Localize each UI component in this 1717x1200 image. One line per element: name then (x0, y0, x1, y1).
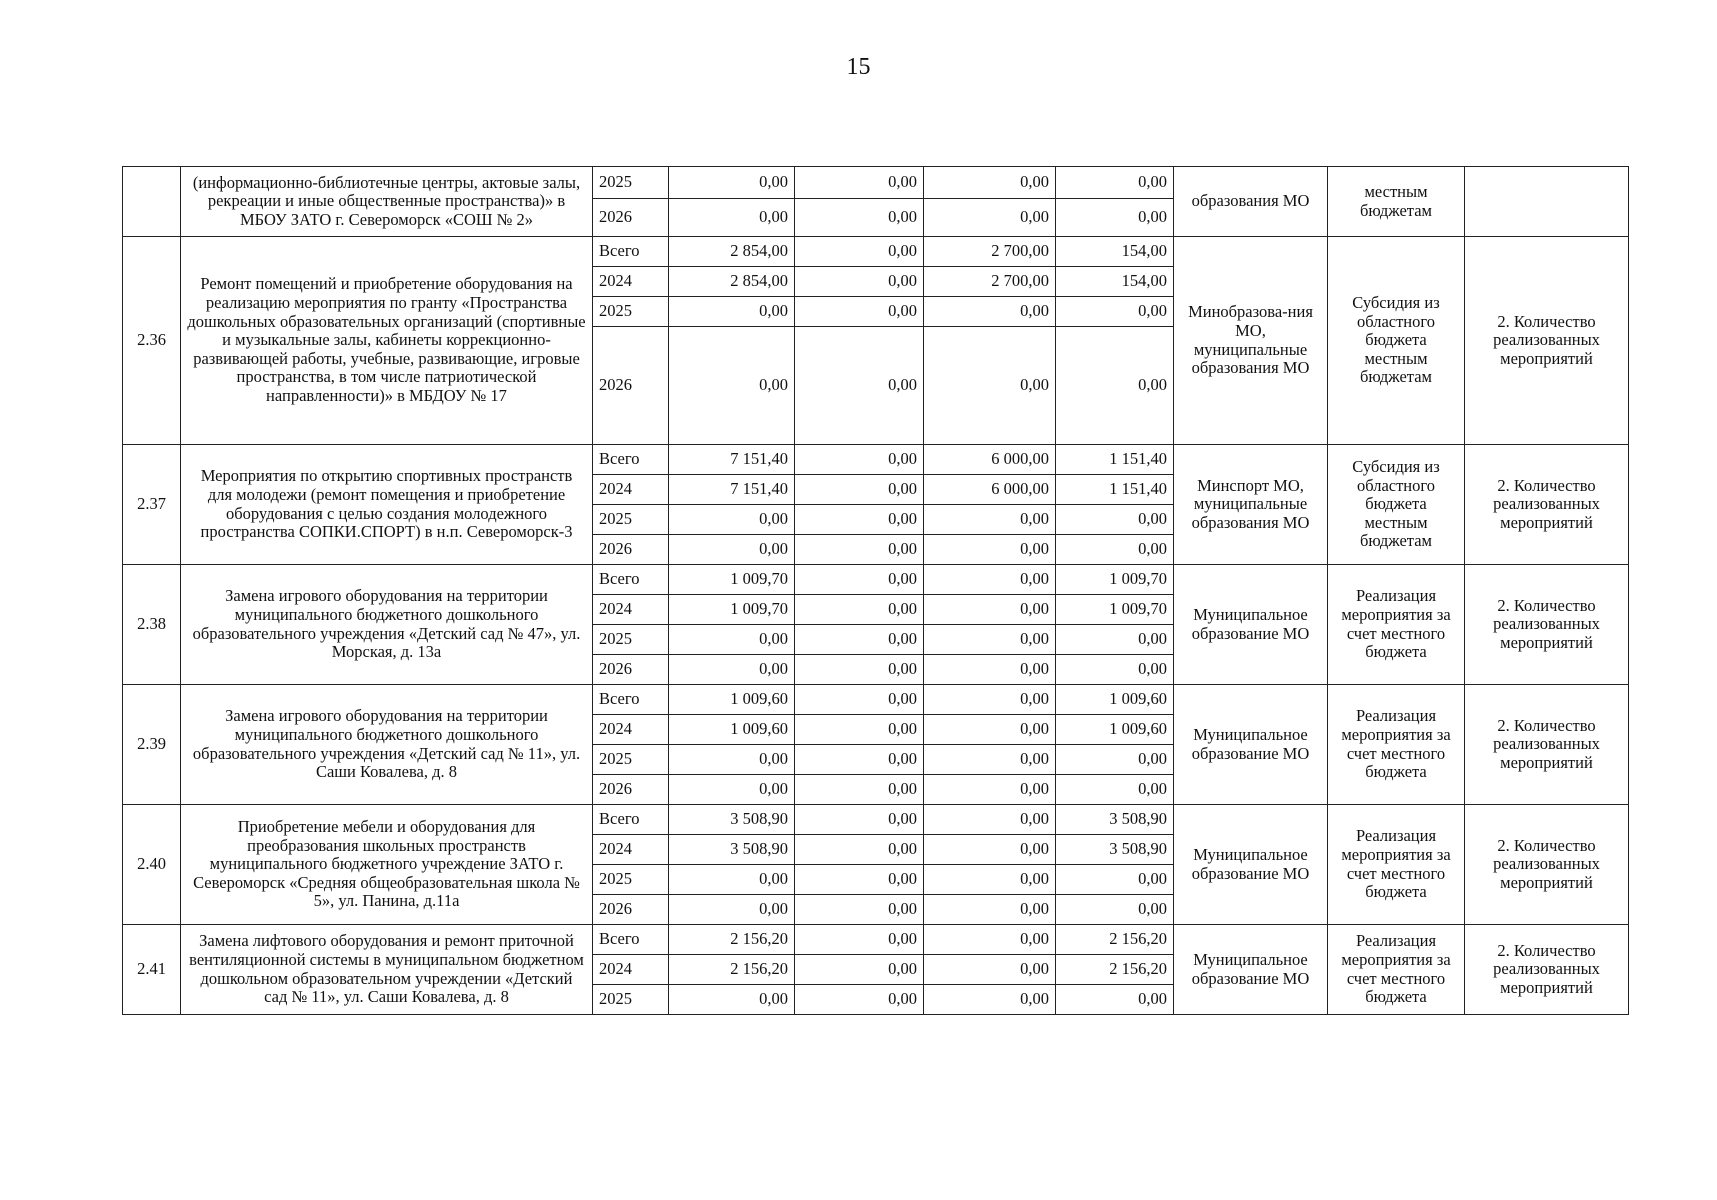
year-cell: 2024 (593, 715, 669, 745)
year-cell: Всего (593, 565, 669, 595)
total-cell: 0,00 (669, 535, 795, 565)
value-cell: 0,00 (924, 925, 1056, 955)
source-cell: Субсидия из областного бюджета местным бюджетам (1328, 237, 1465, 445)
year-cell: 2024 (593, 475, 669, 505)
value-cell: 0,00 (924, 595, 1056, 625)
value-cell: 0,00 (1056, 745, 1174, 775)
value-cell: 0,00 (795, 595, 924, 625)
total-cell: 2 156,20 (669, 925, 795, 955)
executor-cell: Муниципальное образование МО (1174, 565, 1328, 685)
value-cell: 0,00 (924, 955, 1056, 985)
value-cell: 0,00 (795, 167, 924, 199)
value-cell: 0,00 (795, 505, 924, 535)
value-cell: 0,00 (795, 985, 924, 1015)
value-cell: 1 009,60 (1056, 715, 1174, 745)
executor-cell: Муниципальное образование МО (1174, 805, 1328, 925)
item-name: Замена игрового оборудования на территории муниципального бюджетного дошкольного образовательного учреждения «Детский сад № 47», ул. Морская, д. 13а (181, 565, 593, 685)
year-cell: 2024 (593, 595, 669, 625)
value-cell: 0,00 (1056, 535, 1174, 565)
value-cell: 0,00 (924, 985, 1056, 1015)
value-cell: 0,00 (795, 625, 924, 655)
value-cell: 0,00 (1056, 775, 1174, 805)
total-cell: 1 009,70 (669, 595, 795, 625)
total-cell: 0,00 (669, 327, 795, 445)
value-cell: 0,00 (924, 199, 1056, 237)
executor-cell: образования МО (1174, 167, 1328, 237)
source-cell: Реализация мероприятия за счет местного бюджета (1328, 925, 1465, 1015)
value-cell: 2 156,20 (1056, 925, 1174, 955)
total-cell: 0,00 (669, 775, 795, 805)
year-cell: 2025 (593, 625, 669, 655)
indicator-cell (1465, 167, 1629, 237)
table-row (123, 167, 1629, 199)
value-cell: 0,00 (924, 565, 1056, 595)
value-cell: 1 151,40 (1056, 475, 1174, 505)
value-cell: 154,00 (1056, 237, 1174, 267)
year-cell: Всего (593, 685, 669, 715)
budget-table (122, 166, 1629, 1015)
value-cell: 0,00 (795, 535, 924, 565)
year-cell: Всего (593, 925, 669, 955)
item-name: Ремонт помещений и приобретение оборудования на реализацию мероприятия по гранту «Пространства дошкольных образовательных организаций (спортивные и музыкальные залы, кабинеты коррекционно-развивающей работы, учебные, развивающие, игровые пространства, в том числе патриотической направленности)» в МБДОУ № 17 (181, 237, 593, 445)
page-number: 15 (846, 54, 871, 80)
executor-cell: Муниципальное образование МО (1174, 925, 1328, 1015)
value-cell: 0,00 (795, 475, 924, 505)
value-cell: 0,00 (795, 865, 924, 895)
total-cell: 0,00 (669, 199, 795, 237)
value-cell: 0,00 (924, 625, 1056, 655)
value-cell: 0,00 (795, 835, 924, 865)
table-body (123, 167, 1629, 1015)
year-cell: 2026 (593, 327, 669, 445)
value-cell: 0,00 (1056, 655, 1174, 685)
item-name: Замена лифтового оборудования и ремонт приточной вентиляционной системы в муниципальном бюджетном дошкольном образовательном учреждении «Детский сад № 11», ул. Саши Ковалева, д. 8 (181, 925, 593, 1015)
source-cell: местным бюджетам (1328, 167, 1465, 237)
indicator-cell: 2. Количество реализованных мероприятий (1465, 685, 1629, 805)
value-cell: 2 700,00 (924, 267, 1056, 297)
table-row (123, 565, 1629, 595)
value-cell: 0,00 (795, 805, 924, 835)
value-cell: 2 156,20 (1056, 955, 1174, 985)
value-cell: 6 000,00 (924, 475, 1056, 505)
source-cell: Реализация мероприятия за счет местного бюджета (1328, 565, 1465, 685)
indicator-cell: 2. Количество реализованных мероприятий (1465, 237, 1629, 445)
value-cell: 0,00 (924, 327, 1056, 445)
year-cell: 2025 (593, 745, 669, 775)
value-cell: 0,00 (924, 685, 1056, 715)
year-cell: 2024 (593, 955, 669, 985)
value-cell: 0,00 (924, 865, 1056, 895)
item-number: 2.38 (123, 565, 181, 685)
indicator-cell: 2. Количество реализованных мероприятий (1465, 925, 1629, 1015)
total-cell: 3 508,90 (669, 805, 795, 835)
value-cell: 1 009,70 (1056, 595, 1174, 625)
value-cell: 0,00 (795, 267, 924, 297)
item-number: 2.36 (123, 237, 181, 445)
item-number: 2.40 (123, 805, 181, 925)
value-cell: 0,00 (1056, 167, 1174, 199)
value-cell: 0,00 (924, 715, 1056, 745)
indicator-cell: 2. Количество реализованных мероприятий (1465, 805, 1629, 925)
value-cell: 1 151,40 (1056, 445, 1174, 475)
value-cell: 0,00 (924, 535, 1056, 565)
table-row (123, 685, 1629, 715)
value-cell: 0,00 (924, 297, 1056, 327)
total-cell: 0,00 (669, 625, 795, 655)
value-cell: 0,00 (795, 445, 924, 475)
value-cell: 0,00 (1056, 505, 1174, 535)
value-cell: 0,00 (795, 685, 924, 715)
value-cell: 0,00 (795, 297, 924, 327)
value-cell: 0,00 (1056, 199, 1174, 237)
year-cell: 2024 (593, 835, 669, 865)
table-row (123, 237, 1629, 267)
value-cell: 0,00 (1056, 895, 1174, 925)
value-cell: 0,00 (924, 805, 1056, 835)
table-row (123, 805, 1629, 835)
item-number: 2.41 (123, 925, 181, 1015)
year-cell: 2026 (593, 895, 669, 925)
value-cell: 0,00 (795, 775, 924, 805)
year-cell: 2025 (593, 297, 669, 327)
value-cell: 0,00 (924, 505, 1056, 535)
total-cell: 0,00 (669, 167, 795, 199)
year-cell: 2026 (593, 655, 669, 685)
total-cell: 0,00 (669, 655, 795, 685)
executor-cell: Муниципальное образование МО (1174, 685, 1328, 805)
year-cell: Всего (593, 445, 669, 475)
value-cell: 0,00 (1056, 865, 1174, 895)
total-cell: 0,00 (669, 745, 795, 775)
total-cell: 3 508,90 (669, 835, 795, 865)
item-number: 2.39 (123, 685, 181, 805)
value-cell: 0,00 (924, 775, 1056, 805)
source-cell: Реализация мероприятия за счет местного бюджета (1328, 685, 1465, 805)
year-cell: 2026 (593, 535, 669, 565)
year-cell: 2026 (593, 775, 669, 805)
total-cell: 1 009,60 (669, 715, 795, 745)
value-cell: 1 009,60 (1056, 685, 1174, 715)
total-cell: 1 009,70 (669, 565, 795, 595)
item-number: 2.37 (123, 445, 181, 565)
value-cell: 0,00 (795, 925, 924, 955)
executor-cell: Минобразова-ния МО, муниципальные образования МО (1174, 237, 1328, 445)
item-number (123, 167, 181, 237)
value-cell: 0,00 (924, 895, 1056, 925)
total-cell: 0,00 (669, 505, 795, 535)
value-cell: 0,00 (795, 199, 924, 237)
source-cell: Субсидия из областного бюджета местным бюджетам (1328, 445, 1465, 565)
value-cell: 0,00 (795, 237, 924, 267)
value-cell: 0,00 (795, 655, 924, 685)
value-cell: 6 000,00 (924, 445, 1056, 475)
year-cell: 2025 (593, 167, 669, 199)
total-cell: 7 151,40 (669, 445, 795, 475)
indicator-cell: 2. Количество реализованных мероприятий (1465, 565, 1629, 685)
total-cell: 2 854,00 (669, 237, 795, 267)
value-cell: 0,00 (795, 565, 924, 595)
total-cell: 2 854,00 (669, 267, 795, 297)
value-cell: 0,00 (924, 655, 1056, 685)
year-cell: 2024 (593, 267, 669, 297)
table-row (123, 445, 1629, 475)
total-cell: 0,00 (669, 985, 795, 1015)
executor-cell: Минспорт МО, муниципальные образования МО (1174, 445, 1328, 565)
value-cell: 0,00 (1056, 327, 1174, 445)
value-cell: 0,00 (1056, 985, 1174, 1015)
total-cell: 0,00 (669, 895, 795, 925)
value-cell: 0,00 (795, 327, 924, 445)
value-cell: 0,00 (795, 715, 924, 745)
total-cell: 1 009,60 (669, 685, 795, 715)
value-cell: 0,00 (924, 745, 1056, 775)
year-cell: 2026 (593, 199, 669, 237)
year-cell: 2025 (593, 865, 669, 895)
total-cell: 0,00 (669, 865, 795, 895)
item-name: Приобретение мебели и оборудования для преобразования школьных пространств муниципального бюджетного учреждение ЗАТО г. Североморск «Средняя общеобразовательная школа № 5», ул. Панина, д.11а (181, 805, 593, 925)
table-row (123, 925, 1629, 955)
year-cell: Всего (593, 237, 669, 267)
value-cell: 0,00 (924, 835, 1056, 865)
item-name: (информационно-библиотечные центры, актовые залы, рекреации и иные общественные пространства)» в МБОУ ЗАТО г. Североморск «СОШ № 2» (181, 167, 593, 237)
value-cell: 2 700,00 (924, 237, 1056, 267)
value-cell: 1 009,70 (1056, 565, 1174, 595)
value-cell: 3 508,90 (1056, 805, 1174, 835)
year-cell: 2025 (593, 985, 669, 1015)
value-cell: 0,00 (795, 955, 924, 985)
year-cell: Всего (593, 805, 669, 835)
value-cell: 0,00 (924, 167, 1056, 199)
value-cell: 154,00 (1056, 267, 1174, 297)
value-cell: 3 508,90 (1056, 835, 1174, 865)
total-cell: 7 151,40 (669, 475, 795, 505)
item-name: Замена игрового оборудования на территории муниципального бюджетного дошкольного образовательного учреждения «Детский сад № 11», ул. Саши Ковалева, д. 8 (181, 685, 593, 805)
value-cell: 0,00 (1056, 297, 1174, 327)
indicator-cell: 2. Количество реализованных мероприятий (1465, 445, 1629, 565)
year-cell: 2025 (593, 505, 669, 535)
value-cell: 0,00 (795, 745, 924, 775)
source-cell: Реализация мероприятия за счет местного бюджета (1328, 805, 1465, 925)
total-cell: 0,00 (669, 297, 795, 327)
value-cell: 0,00 (1056, 625, 1174, 655)
value-cell: 0,00 (795, 895, 924, 925)
item-name: Мероприятия по открытию спортивных пространств для молодежи (ремонт помещения и приобретение оборудования с целью создания молодежного пространства СОПКИ.СПОРТ) в н.п. Североморск-3 (181, 445, 593, 565)
total-cell: 2 156,20 (669, 955, 795, 985)
